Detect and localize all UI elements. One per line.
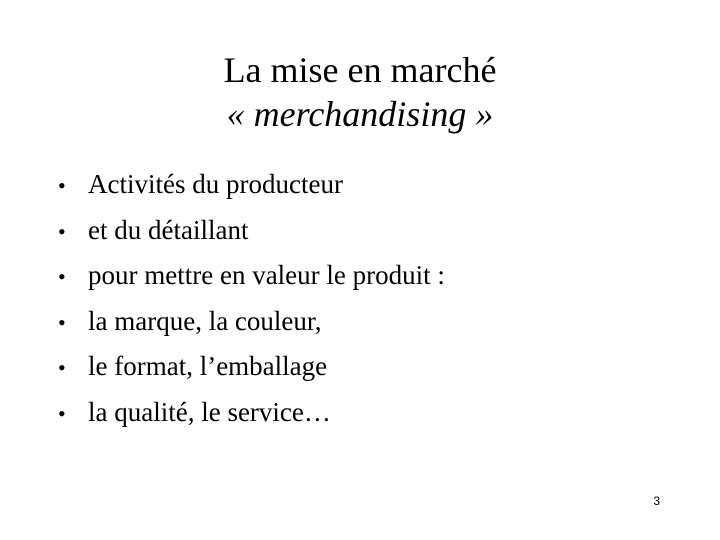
bullet-icon: •	[58, 400, 66, 426]
bullet-icon: •	[58, 355, 66, 380]
bullet-item	[58, 344, 445, 390]
bullet-text: et du détaillant	[88, 214, 249, 245]
bullet-item	[58, 299, 445, 345]
bullet-icon: •	[58, 309, 66, 335]
bullet-text: la marque, la couleur,	[88, 305, 322, 336]
slide-title	[0, 48, 720, 136]
bullet-item	[58, 162, 445, 208]
bullet-text: le format, l’emballage	[88, 351, 328, 381]
bullet-text: la qualité, le service…	[88, 396, 331, 427]
bullet-text: pour mettre en valeur le produit :	[88, 260, 445, 290]
bullet-item	[58, 253, 445, 299]
bullet-icon: •	[58, 218, 66, 244]
page-number: 3	[653, 494, 660, 508]
title-line-1: La mise en marché	[223, 50, 497, 90]
bullet-text: Activités du producteur	[88, 169, 343, 199]
bullet-icon: •	[58, 173, 66, 198]
bullet-item	[58, 390, 445, 436]
title-line-2: « merchandising »	[226, 94, 494, 134]
bullet-icon: •	[58, 264, 66, 289]
bullet-list	[58, 162, 445, 435]
bullet-item	[58, 208, 445, 254]
